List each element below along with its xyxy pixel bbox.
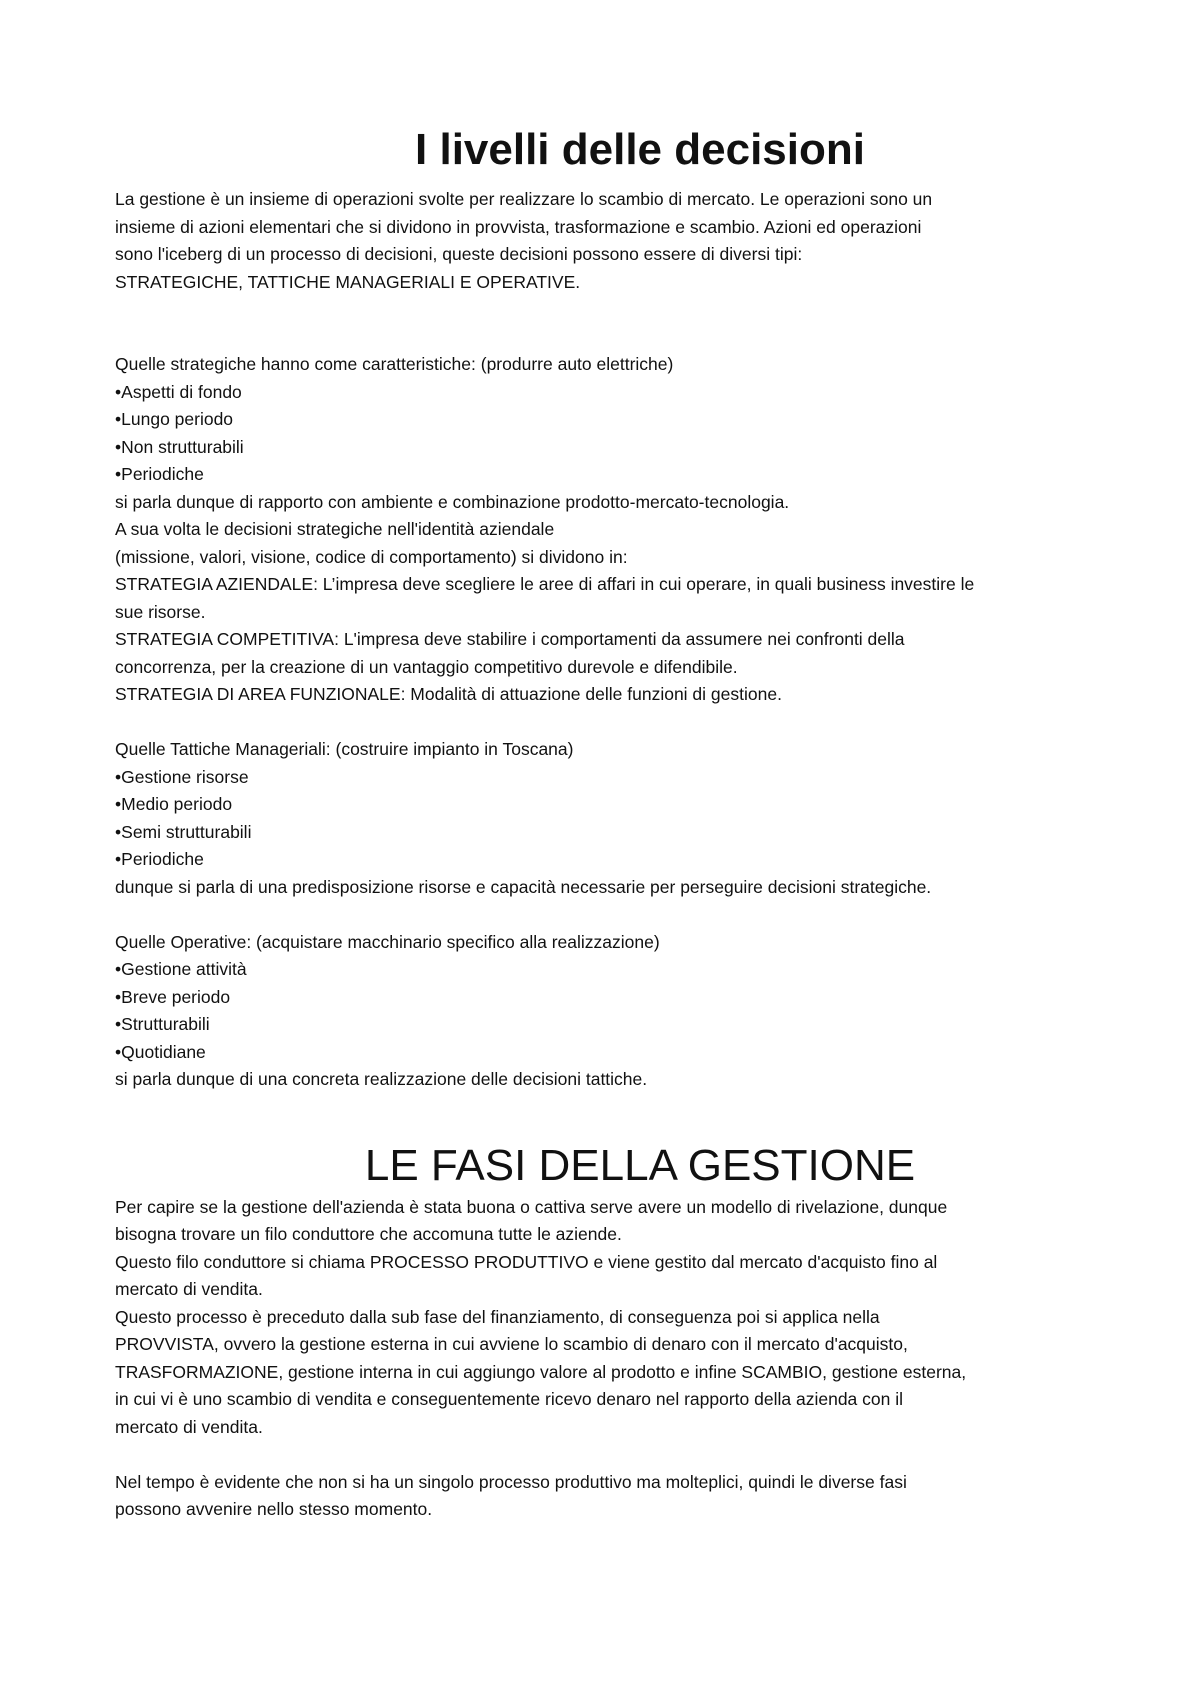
text-line: A sua volta le decisioni strategiche nell'identità aziendale: [115, 519, 555, 539]
text-line: in cui vi è uno scambio di vendita e conseguentemente ricevo denaro nel rapporto della azienda con il: [115, 1389, 903, 1409]
text-line: bisogna trovare un filo conduttore che accomuna tutte le aziende.: [115, 1224, 622, 1244]
text-line: Questo filo conduttore si chiama PROCESSO PRODUTTIVO e viene gestito dal mercato d'acquisto fino al: [115, 1251, 938, 1272]
bullet-item: • Non strutturabili: [115, 434, 1105, 462]
section-title-decision-levels: I livelli delle decisioni: [415, 125, 865, 174]
block-heading: Quelle Operative: (acquistare macchinario specifico alla realizzazione): [115, 931, 660, 952]
text-line: concorrenza, per la creazione di un vantaggio competitivo durevole e difendibile.: [115, 656, 738, 677]
text-line: si parla dunque di rapporto con ambiente e combinazione prodotto-mercato-tecnologia.: [115, 491, 790, 512]
text-line: STRATEGICHE, TATTICHE MANAGERIALI E OPERATIVE.: [115, 271, 581, 292]
operational-decisions-block: [115, 929, 1105, 1094]
text-line: sono l'iceberg di un processo di decisioni, queste decisioni possono essere di diversi tipi:: [115, 244, 803, 264]
block-heading: Quelle Tattiche Manageriali: (costruire impianto in Toscana): [115, 739, 574, 759]
text-line: si parla dunque di una concreta realizzazione delle decisioni tattiche.: [115, 1069, 648, 1089]
bullet-item: • Aspetti di fondo: [115, 379, 1105, 407]
text-line: La gestione è un insieme di operazioni svolte per realizzare lo scambio di mercato. Le operazioni sono un: [115, 189, 933, 209]
text-line: insieme di azioni elementari che si dividono in provvista, trasformazione e scambio. Azioni ed operazioni: [115, 216, 922, 237]
management-phases-paragraph-2: [115, 1469, 1105, 1524]
text-line: Nel tempo è evidente che non si ha un singolo processo produttivo ma molteplici, quindi le diverse fasi: [115, 1471, 907, 1492]
text-line: mercato di vendita.: [115, 1279, 263, 1299]
text-line: (missione, valori, visione, codice di comportamento) si dividono in:: [115, 546, 628, 567]
text-line: Per capire se la gestione dell'azienda è stata buona o cattiva serve avere un modello di rivelazione, dunque: [115, 1196, 948, 1217]
text-line: possono avvenire nello stesso momento.: [115, 1499, 433, 1519]
text-line: dunque si parla di una predisposizione risorse e capacità necessarie per perseguire decisioni strategiche.: [115, 876, 932, 897]
text-line: STRATEGIA AZIENDALE: L’impresa deve scegliere le aree di affari in cui operare, in quali business investire le: [115, 574, 975, 594]
bullet-item: • Breve periodo: [115, 984, 1105, 1012]
block-heading: Quelle strategiche hanno come caratteristiche: (produrre auto elettriche): [115, 354, 674, 374]
text-line: Questo processo è preceduto dalla sub fase del finanziamento, di conseguenza poi si applica nella: [115, 1306, 880, 1327]
bullet-item: • Lungo periodo: [115, 406, 1105, 434]
text-line: mercato di vendita.: [115, 1416, 263, 1437]
text-line: TRASFORMAZIONE, gestione interna in cui aggiungo valore al prodotto e infine SCAMBIO, gestione esterna,: [115, 1361, 967, 1382]
bullet-item: • Gestione risorse: [115, 764, 1105, 792]
bullet-item: • Strutturabili: [115, 1011, 1105, 1039]
bullet-item: • Periodiche: [115, 846, 1105, 874]
text-line: PROVVISTA, ovvero la gestione esterna in cui avviene lo scambio di denaro con il mercato d'acquisto,: [115, 1334, 908, 1354]
document-content: [115, 120, 1105, 1524]
strategic-decisions-block: [115, 351, 1105, 709]
bullet-item: • Periodiche: [115, 461, 1105, 489]
intro-paragraph: [115, 186, 1105, 296]
management-phases-paragraph-1: [115, 1194, 1105, 1442]
section-title-management-phases: LE FASI DELLA GESTIONE: [364, 1140, 916, 1190]
bullet-item: • Gestione attività: [115, 956, 1105, 984]
text-line: sue risorse.: [115, 601, 206, 622]
bullet-item: • Medio periodo: [115, 791, 1105, 819]
bullet-item: • Semi strutturabili: [115, 819, 1105, 847]
text-line: STRATEGIA DI AREA FUNZIONALE: Modalità di attuazione delle funzioni di gestione.: [115, 684, 782, 704]
text-line: STRATEGIA COMPETITIVA: L'impresa deve stabilire i comportamenti da assumere nei confronti della: [115, 629, 905, 649]
tactical-decisions-block: [115, 736, 1105, 901]
bullet-item: • Quotidiane: [115, 1039, 1105, 1067]
